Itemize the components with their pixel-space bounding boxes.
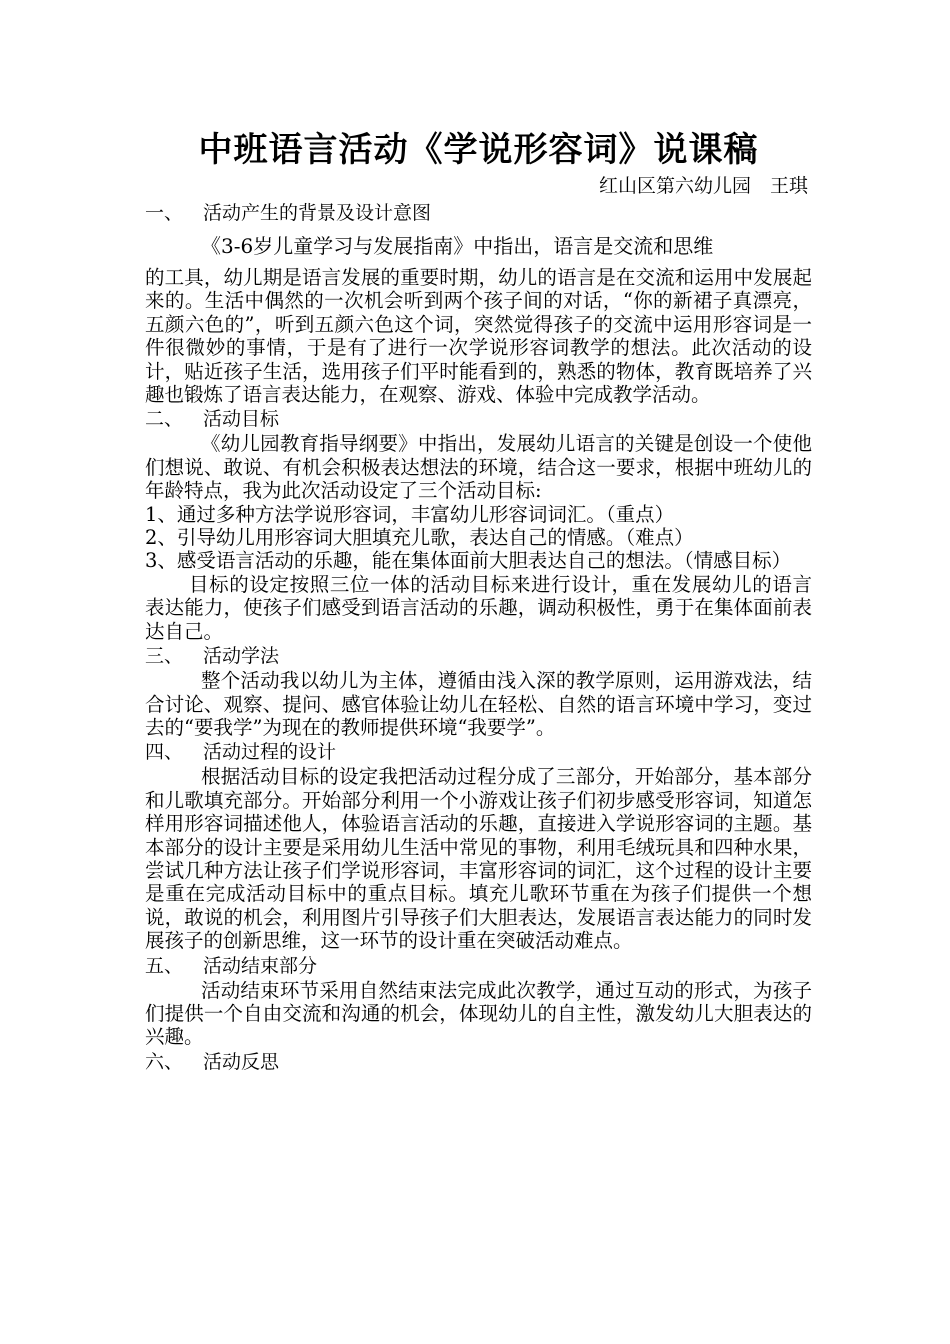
section-title: 活动结束部分 xyxy=(203,954,318,977)
document-page xyxy=(145,128,812,1075)
section-number: 一、 xyxy=(145,202,184,224)
section-heading-2 xyxy=(145,406,812,432)
section-number: 二、 xyxy=(145,408,184,431)
author-line: 红山区第六幼儿园 王琪 xyxy=(598,175,808,197)
paragraph-first-line: 《3-6岁儿童学习与发展指南》中指出，语言是交流和思维 xyxy=(201,234,714,258)
goal-item-2: 2、引导幼儿用形容词大胆填充儿歌，表达自己的情感。（难点） xyxy=(145,526,694,550)
section-title: 活动产生的背景及设计意图 xyxy=(203,202,432,224)
paragraph: 根据活动目标的设定我把活动过程分成了三部分，开始部分，基本部分和儿歌填充部分。开始部分利用一个小游戏让孩子们初步感受形容词，知道怎样用形容词描述他人，体验语言活动的乐趣，直接进入学说形容词的主题。基本部分的设计主要是采用幼儿生活中常见的事物，利用毛绒玩具和四种水果，尝试几种方法让孩子们学说形容词，丰富形容词的词汇，这个过程的设计主要是重在完成活动目标中的重点目标。填充儿歌环节重在为孩子们提供一个想说，敢说的机会，利用图片引导孩子们大胆表达，发展语言表达能力的同时发展孩子的创新思维，这一环节的设计重在突破活动难点。 xyxy=(145,765,812,953)
section-title: 活动反思 xyxy=(203,1050,280,1073)
paragraph: 活动结束环节采用自然结束法完成此次教学，通过互动的形式，为孩子们提供一个自由交流和沟通的机会，体现幼儿的自主性，激发幼儿大胆表达的兴趣。 xyxy=(145,978,812,1049)
section-number: 六、 xyxy=(145,1050,184,1073)
section-number: 四、 xyxy=(145,741,184,764)
paragraph: 的工具，幼儿期是语言发展的重要时期，幼儿的语言是在交流和运用中发展起来的。生活中偶然的一次机会听到两个孩子间的对话，“你的新裙子真漂亮，五颜六色的”，听到五颜六色这个词，突然觉得孩子的交流中运用形容词是一件很微妙的事情，于是有了进行一次学说形容词教学的想法。此次活动的设计，贴近孩子生活，选用孩子们平时能看到的，熟悉的物体，教育既培养了兴趣也锻炼了语言表达能力，在观察、游戏、体验中完成教学活动。 xyxy=(145,266,812,407)
goal-item-3: 3、感受语言活动的乐趣，能在集体面前大胆表达自己的想法。（情感目标） xyxy=(145,549,792,573)
section-title: 活动过程的设计 xyxy=(203,741,337,764)
section-heading-5 xyxy=(145,953,812,979)
section-heading-1 xyxy=(145,200,812,226)
section-number: 三、 xyxy=(145,645,184,668)
document-title: 中班语言活动《学说形容词》说课稿 xyxy=(198,130,759,170)
goal-item-1: 1、通过多种方法学说形容词，丰富幼儿形容词词汇。（重点） xyxy=(145,502,675,526)
section-heading-3 xyxy=(145,643,812,669)
paragraph: 目标的设定按照三位一体的活动目标来进行设计，重在发展幼儿的语言表达能力，使孩子们感受到语言活动的乐趣，调动积极性，勇于在集体面前表达自己。 xyxy=(145,572,812,643)
section-title: 活动目标 xyxy=(203,408,280,431)
paragraph: 整个活动我以幼儿为主体，遵循由浅入深的教学原则，运用游戏法，结合讨论、观察、提问、感官体验让幼儿在轻松、自然的语言环境中学习，变过去的“要我学”为现在的教师提供环境“我要学”。 xyxy=(145,669,812,739)
section-heading-4 xyxy=(145,739,812,765)
section-number: 五、 xyxy=(145,954,184,977)
section-heading-6 xyxy=(145,1049,812,1075)
paragraph: 《幼儿园教育指导纲要》中指出，发展幼儿语言的关键是创设一个使他们想说、敢说、有机会积极表达想法的环境，结合这一要求，根据中班幼儿的年龄特点，我为此次活动设定了三个活动目标: xyxy=(145,432,812,503)
section-title: 活动学法 xyxy=(203,645,280,668)
